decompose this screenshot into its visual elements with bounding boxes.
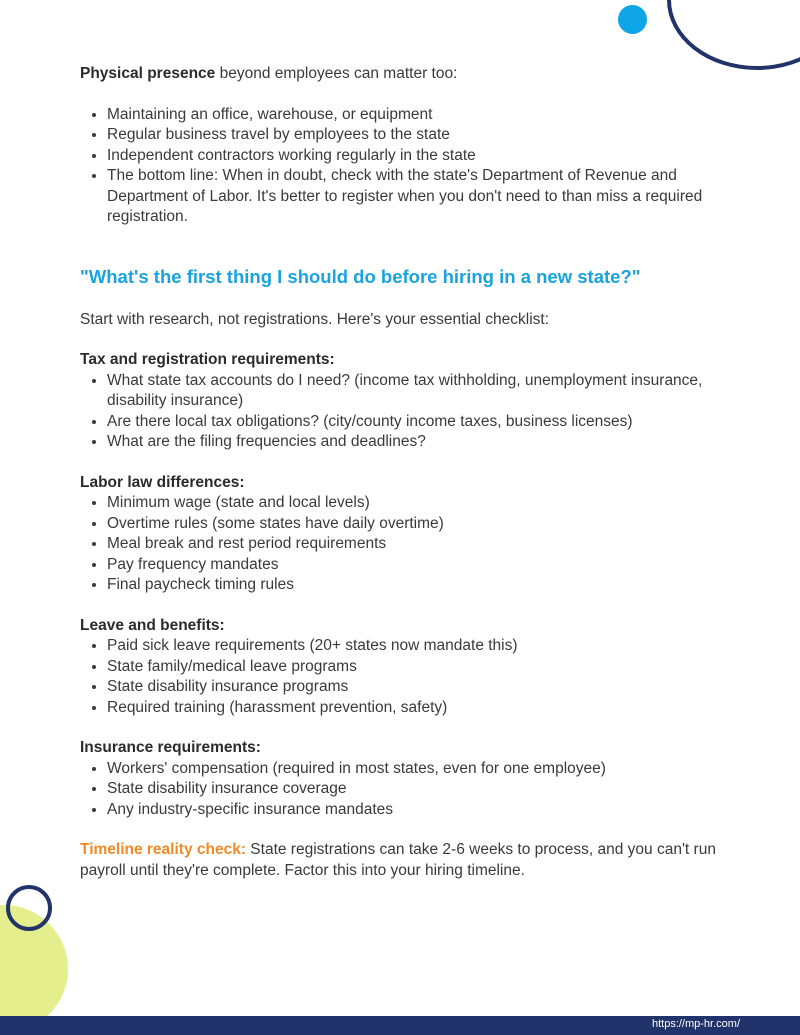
list-item: • State disability insurance coverage bbox=[107, 779, 745, 800]
footer-url[interactable]: https://mp-hr.com/ bbox=[651, 1018, 740, 1030]
list-item: • Meal break and rest period requirements bbox=[107, 534, 745, 555]
section-tax bbox=[80, 350, 745, 453]
checklist bbox=[80, 636, 745, 718]
list-item: • Required training (harassment prevention, safety) bbox=[107, 698, 745, 719]
section-labor bbox=[80, 473, 745, 596]
decorative-dot bbox=[618, 5, 647, 34]
list-item: • What state tax accounts do I need? (income tax withholding, unemployment insurance, disability insurance) bbox=[107, 371, 745, 412]
list-item: • Maintaining an office, warehouse, or equipment bbox=[107, 105, 745, 126]
section-title: Leave and benefits: bbox=[80, 616, 225, 634]
physical-presence-rest: beyond employees can matter too: bbox=[215, 65, 458, 82]
document-body bbox=[80, 64, 745, 881]
list-item: • Any industry-specific insurance mandates bbox=[107, 800, 745, 821]
footer-bar bbox=[0, 1016, 800, 1035]
list-item: • State family/medical leave programs bbox=[107, 657, 745, 678]
checklist bbox=[80, 493, 745, 596]
checklist bbox=[80, 759, 745, 821]
decorative-ring-top bbox=[667, 0, 800, 70]
list-item: • Minimum wage (state and local levels) bbox=[107, 493, 745, 514]
physical-presence-paragraph bbox=[80, 64, 745, 85]
list-item: • Are there local tax obligations? (city/county income taxes, business licenses) bbox=[107, 412, 745, 433]
list-item: • Paid sick leave requirements (20+ states now mandate this) bbox=[107, 636, 745, 657]
callout-label: Timeline reality check: bbox=[80, 841, 246, 858]
list-item: • The bottom line: When in doubt, check with the state's Department of Revenue and Department of Labor. It's better to register when you don't need to than miss a required registration. bbox=[107, 166, 745, 228]
section-insurance bbox=[80, 738, 745, 820]
section-leave bbox=[80, 616, 745, 719]
section-title: Insurance requirements: bbox=[80, 739, 261, 756]
timeline-callout bbox=[80, 840, 745, 881]
section-title: Labor law differences: bbox=[80, 473, 245, 491]
list-item: • Independent contractors working regularly in the state bbox=[107, 146, 745, 167]
callout-text: State registrations can take 2-6 weeks to process, and you can't run payroll until they're complete. Factor this into your hiring timeline. bbox=[80, 841, 716, 879]
list-item: • Overtime rules (some states have daily overtime) bbox=[107, 514, 745, 535]
faq-heading: "What's the first thing I should do before hiring in a new state?" bbox=[80, 265, 641, 287]
physical-presence-list bbox=[80, 105, 745, 228]
list-item: • State disability insurance programs bbox=[107, 677, 745, 698]
checklist bbox=[80, 371, 745, 453]
faq-lead: Start with research, not registrations. Here's your essential checklist: bbox=[80, 310, 550, 328]
list-item: • Pay frequency mandates bbox=[107, 555, 745, 576]
physical-presence-bold: Physical presence bbox=[80, 65, 216, 82]
decorative-ring-bottom bbox=[6, 885, 52, 931]
list-item: • Final paycheck timing rules bbox=[107, 575, 745, 596]
list-item: • What are the filing frequencies and deadlines? bbox=[107, 432, 745, 453]
list-item: • Workers' compensation (required in most states, even for one employee) bbox=[107, 759, 745, 780]
list-item: • Regular business travel by employees to the state bbox=[107, 125, 745, 146]
section-title: Tax and registration requirements: bbox=[80, 351, 335, 368]
